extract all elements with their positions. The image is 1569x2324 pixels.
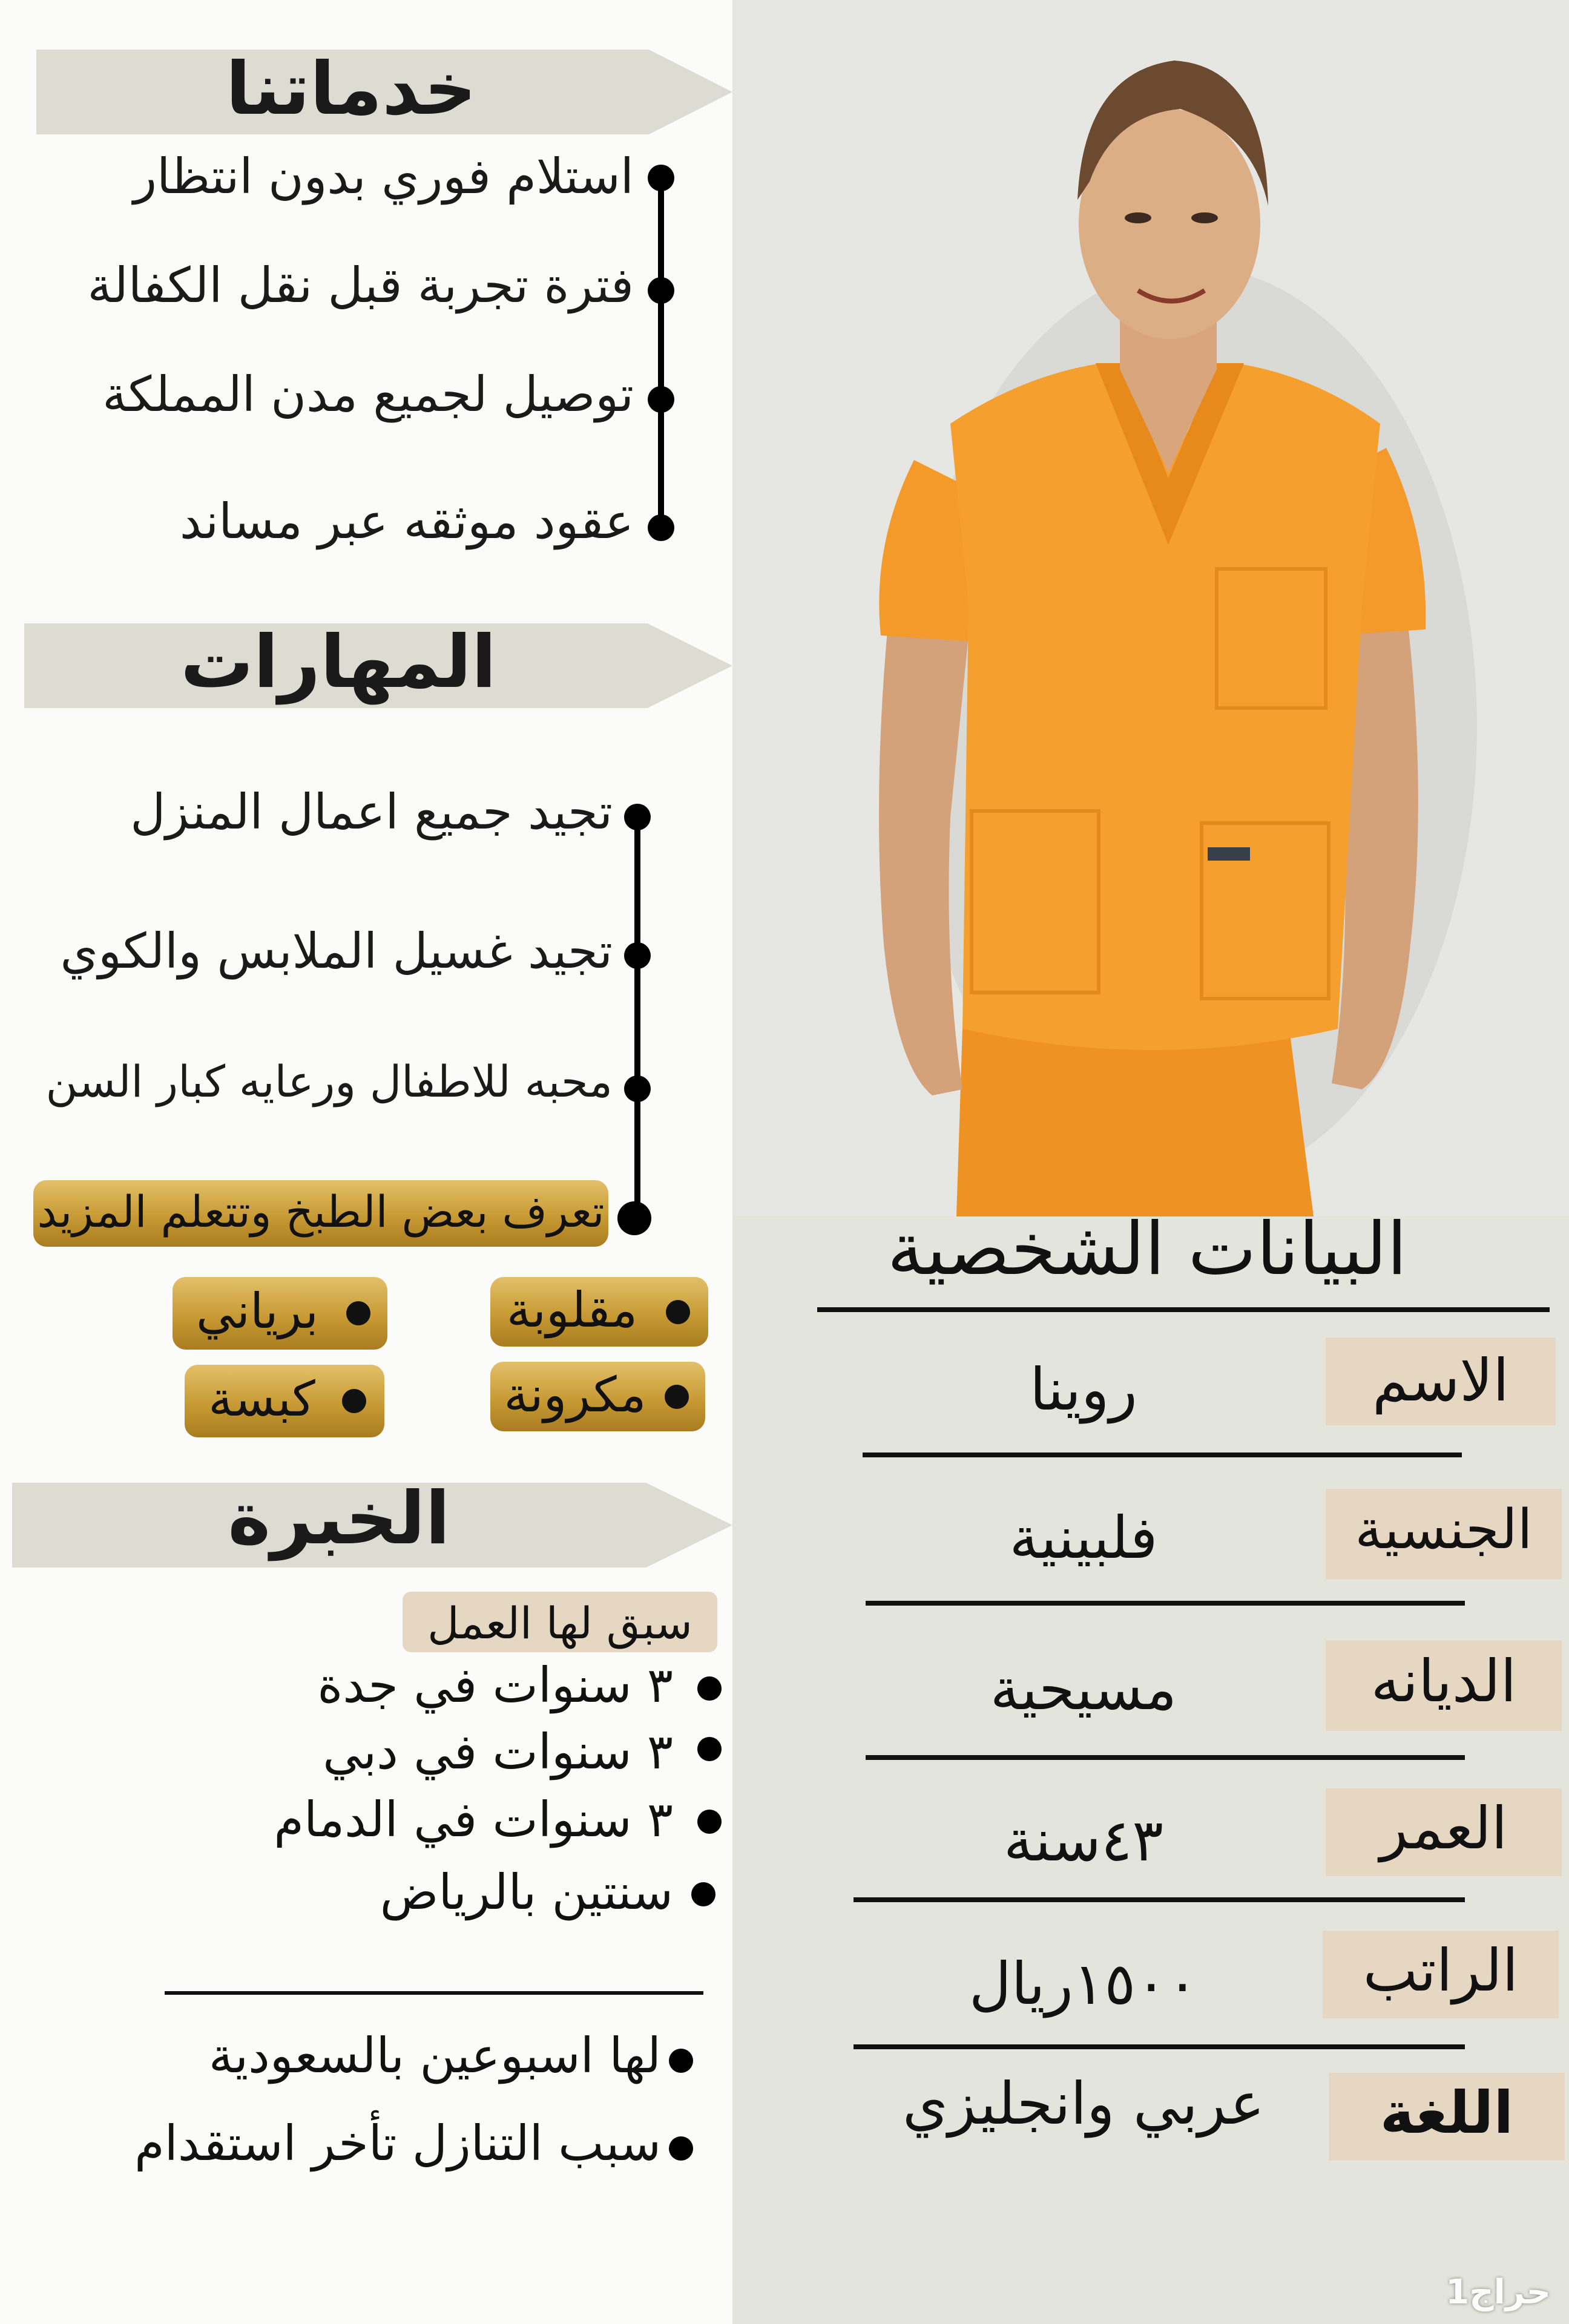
bullet-icon [342, 1389, 366, 1413]
worker-photo [732, 0, 1569, 1216]
bullet-icon [648, 386, 674, 413]
skill-item: محبه للاطفال ورعايه كبار السن [45, 1056, 613, 1107]
row-divider [866, 1755, 1465, 1760]
service-item: توصيل لجميع مدن المملكة [102, 366, 634, 422]
bullet-icon [697, 1737, 722, 1761]
row-divider [863, 1452, 1462, 1457]
row-divider [854, 2044, 1465, 2049]
experience-item: ٣ سنوات في جدة [317, 1657, 673, 1713]
bullet-icon [624, 804, 651, 830]
value-religion: مسيحية [990, 1655, 1177, 1723]
label-salary: الراتب [1363, 1937, 1519, 2004]
skill-item: تجيد غسيل الملابس والكوي [60, 923, 613, 979]
value-salary: ١٥٠٠ريال [969, 1950, 1199, 2018]
row-divider [866, 1601, 1465, 1606]
row-divider [854, 1897, 1465, 1902]
bullet-icon [648, 165, 674, 191]
personal-data-title: البيانات الشخصية [887, 1207, 1407, 1292]
service-item: فترة تجربة قبل نقل الكفالة [87, 257, 634, 313]
service-item: استلام فوري بدون انتظار [133, 148, 634, 205]
experience-item: سنتين بالرياض [380, 1864, 673, 1920]
bullet-icon [697, 1810, 722, 1834]
label-nationality: الجنسية [1355, 1498, 1533, 1561]
watermark: حراج1 [1446, 2273, 1551, 2312]
experience-item: ٣ سنوات في الدمام [274, 1791, 673, 1848]
title-underline [817, 1307, 1550, 1312]
dish-name: برياني [196, 1283, 318, 1339]
dish-name: كبسة [208, 1371, 315, 1427]
label-age: العمر [1380, 1794, 1508, 1862]
bullet-icon [669, 2049, 693, 2073]
cooking-banner-text: تعرف بعض الطبخ وتتعلم المزيد [37, 1186, 605, 1237]
bullet-icon [648, 514, 674, 541]
label-language: اللغة [1380, 2079, 1514, 2147]
skills-title: المهارات [180, 620, 496, 704]
worker-photo-illustration [732, 0, 1569, 1216]
bullet-icon [666, 1300, 690, 1324]
value-nationality: فلبينية [1009, 1504, 1158, 1572]
bullet-icon [665, 1385, 689, 1409]
service-item: عقود موثقه عبر مساند [179, 493, 634, 550]
experience-note: لها اسبوعين بالسعودية [208, 2027, 661, 2084]
divider [165, 1991, 703, 1995]
bullet-icon [624, 942, 651, 969]
bullet-icon [648, 277, 674, 304]
bullet-icon [624, 1075, 651, 1102]
value-name: روينا [1030, 1356, 1137, 1423]
experience-title: الخبرة [228, 1477, 450, 1561]
bullet-icon [346, 1301, 370, 1325]
bullet-icon [691, 1882, 715, 1906]
dish-name: مكرونة [504, 1367, 646, 1423]
label-name: الاسم [1372, 1347, 1509, 1414]
label-religion: الديانه [1370, 1647, 1517, 1715]
bullet-icon [697, 1676, 722, 1701]
left-panel [0, 0, 732, 2324]
experience-note: سبب التنازل تأخر استقدام [134, 2115, 661, 2171]
services-connector [658, 177, 664, 528]
dish-name: مقلوبة [506, 1282, 638, 1338]
experience-subtitle: سبق لها العمل [427, 1598, 692, 1649]
experience-item: ٣ سنوات في دبي [323, 1724, 673, 1780]
value-age: ٤٣سنة [1004, 1807, 1163, 1874]
bullet-icon [617, 1201, 651, 1235]
skills-connector [634, 817, 640, 1216]
services-title: خدماتنا [225, 47, 477, 131]
skill-item: تجيد جميع اعمال المنزل [130, 784, 613, 840]
bullet-icon [669, 2136, 693, 2161]
value-language: عربي وانجليزي [902, 2070, 1265, 2138]
